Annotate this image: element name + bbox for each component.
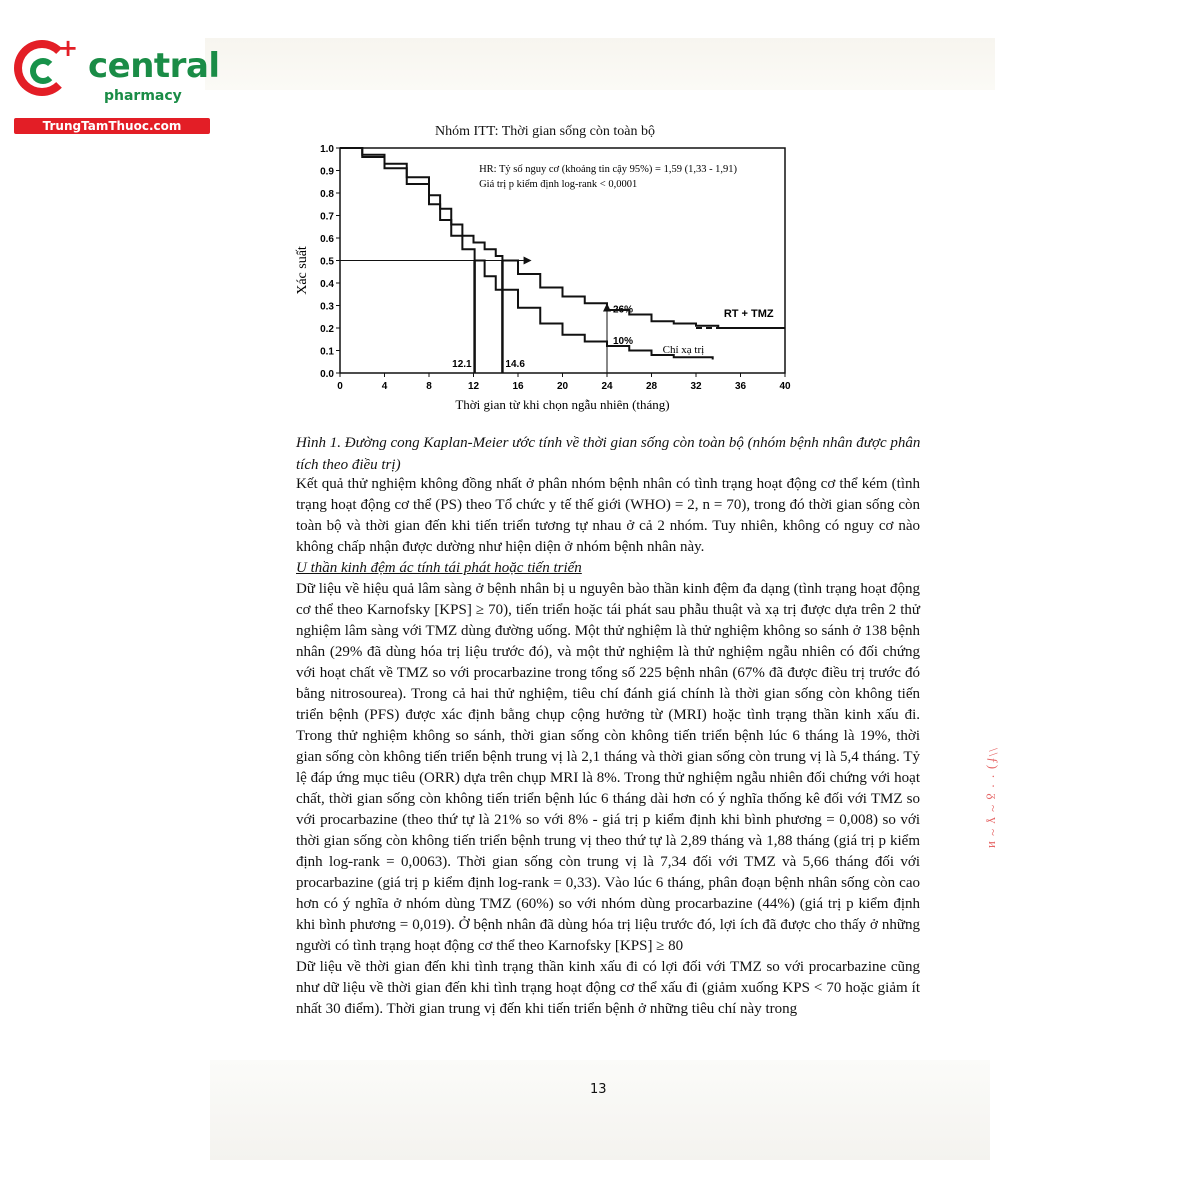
median-label: 12.1 [452,359,472,370]
figure-caption: Hình 1. Đường cong Kaplan-Meier ước tính về thời gian sống còn toàn bộ (nhóm bệnh nhân được phân tích theo điều trị) [296,435,921,473]
x-tick-label: 20 [556,381,569,392]
y-tick-label: 0.4 [320,279,334,290]
paragraph-recurrent-glioma: Dữ liệu về hiệu quả lâm sàng ở bệnh nhân bị u nguyên bào thần kinh đệm đa dạng (tình trạng hoạt động cơ thể theo Karnofsky [KPS] ≥ 70), tiến triển hoặc tái phát sau phẫu thuật và xạ trị được dựa trên 2 thử nghiệm lâm sàng với TMZ dùng đường uống. Một thử nghiệm là thử nghiệm không so sánh ở 138 bệnh nhân (29% đã dùng hóa trị liệu trước đó), và một thử nghiệm là thử nghiệm ngẫu nhiên có đối chứng với hoạt chất về TMZ so với procarbazine trong tổng số 225 bệnh nhân (67% đã được điều trị trước đó bằng nitrosourea). Trong cả hai thử nghiệm, tiêu chí đánh giá chính là thời gian sống còn không tiến triển bệnh (PFS) được xác định bằng chụp cộng hưởng từ (MRI) hoặc tình trạng thần kinh xấu đi. Trong thử nghiệm không so sánh, thời gian sống còn không tiến triển bệnh lúc 6 tháng là 19%, thời gian sống còn không tiến triển bệnh trung vị là 2,1 tháng và thời gian sống còn trung vị là 5,4 tháng. Tỷ lệ đáp ứng mục tiêu (ORR) dựa trên chụp MRI là 8%. Trong thử nghiệm ngẫu nhiên đối chứng với hoạt chất, thời gian sống còn không tiến triển bệnh lúc 6 tháng dài hơn có ý nghĩa thống kê đối với TMZ so với procarbazine (theo thứ tự là 21% so với 8% - giá trị p kiểm định khi bình phương = 0,008) so với thời gian sống còn không tiến triển bệnh trung vị theo thứ tự là 2,89 tháng và 1,88 tháng (giá trị p kiểm định log-rank = 0,0063). Thời gian sống còn trung vị là 7,34 đối với TMZ và 5,66 tháng đối với procarbazine (giá trị p kiểm định log-rank = 0,33). Vào lúc 6 tháng, phân đoạn bệnh nhân sống còn cao hơn có ý nghĩa ở nhóm dùng TMZ (60%) so với nhóm dùng procarbazine (44%) (giá trị p kiểm định khi bình phương = 0,019). Ở bệnh nhân đã dùng hóa trị liệu trước đó, lợi ích đã được cho thấy ở những người có tình trạng hoạt động cơ thể theo Karnofsky [KPS] ≥ 80 [296,581,920,954]
x-tick-label: 32 [690,381,702,392]
x-tick-label: 0 [337,381,343,392]
x-tick-label: 40 [779,381,791,392]
median-arrow-head [524,257,532,265]
hazard-ratio-annotation: Giá trị p kiểm định log-rank < 0,0001 [479,179,638,190]
y-axis-label: Xác suất [295,246,310,295]
x-tick-label: 16 [512,381,524,392]
x-tick-label: 28 [645,381,658,392]
logo-plus-icon: + [58,34,79,62]
x-tick-label: 4 [381,381,388,392]
margin-handwriting: \\ƒ) · · ᵹ ~ ɣ ~ ᴎ [986,748,1001,850]
percent-label: 26% [613,304,634,316]
y-tick-label: 0.7 [320,211,334,223]
series-label: Chỉ xạ trị [662,343,705,356]
percent-label: 10% [613,335,634,347]
series-label: RT + TMZ [723,307,774,320]
brand-banner[interactable]: TrungTamThuoc.com [14,118,210,134]
y-tick-label: 0.6 [320,234,334,245]
scan-shadow-top [205,38,995,90]
kaplan-meier-chart [290,140,800,430]
y-tick-label: 0.9 [320,166,334,178]
y-tick-label: 0.0 [320,369,334,380]
logo-inner-ring-icon [30,58,56,84]
x-tick-label: 8 [426,381,432,392]
brand-name: central [88,46,220,86]
median-label: 14.6 [505,359,525,370]
x-tick-label: 36 [734,381,747,392]
paragraph-neuro-deterioration: Dữ liệu về thời gian đến khi tình trạng thần kinh xấu đi có lợi đối với TMZ so với procarbazine cũng như dữ liệu về thời gian đến khi tình trạng hoạt động cơ thể xấu đi (giảm xuống KPS < 70 hoặc giảm ít nhất 30 điểm). Thời gian trung vị đến khi tiến triển bệnh ở những tiêu chí này trong [296,959,920,1017]
body-text [296,474,920,1020]
paragraph-ps-subgroup: Kết quả thử nghiệm không đồng nhất ở phân nhóm bệnh nhân có tình trạng hoạt động cơ thể kém (tình trạng hoạt động cơ thể (PS) theo Tổ chức y tế thế giới (WHO) = 2, n = 70), trong đó thời gian sống còn toàn bộ và thời gian đến khi tiến triển tương tự nhau ở cả 2 nhóm. Tuy nhiên, không có nguy cơ nào không chấp nhận được dường như hiện diện ở nhóm bệnh nhân này. [296,476,920,555]
brand-subtitle: pharmacy [104,88,182,104]
section-heading: U thần kinh đệm ác tính tái phát hoặc tiến triển [296,560,582,576]
x-axis-label: Thời gian từ khi chọn ngẫu nhiên (tháng) [455,397,670,412]
x-tick-label: 24 [601,381,613,392]
y-tick-label: 0.2 [320,324,334,335]
x-tick-label: 12 [467,381,480,392]
y-tick-label: 0.8 [320,189,334,200]
y-tick-label: 0.1 [320,346,334,358]
y-tick-label: 1.0 [320,144,334,155]
y-tick-label: 0.3 [320,301,334,313]
chart-title: Nhóm ITT: Thời gian sống còn toàn bộ [435,124,655,139]
scan-shadow-bottom [210,1060,990,1160]
brand-logo[interactable] [8,36,218,136]
hazard-ratio-annotation: HR: Tỷ số nguy cơ (khoảng tin cậy 95%) = 1,59 (1,33 - 1,91) [479,164,738,175]
y-tick-label: 0.5 [320,256,334,268]
page-number: 13 [590,1082,607,1097]
